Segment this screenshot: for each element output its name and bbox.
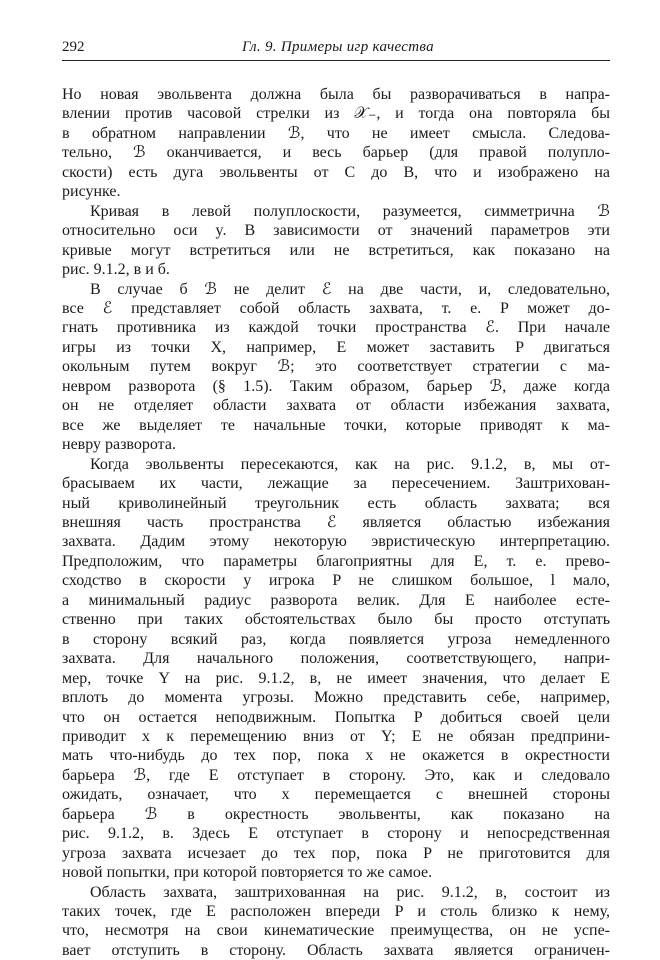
text-line: приводит x к перемещению вниз от Y; E не обязан предприни- — [62, 727, 610, 745]
text-line: гнать противника из каждой точки пространства ℰ. При начале — [62, 319, 610, 337]
text-line: ожидать, означает, что x перемещается с внешней стороны — [62, 786, 610, 804]
paragraph — [62, 455, 610, 883]
text-line: Область захвата, заштрихованная на рис. 9.1.2, в, состоит из — [90, 883, 610, 901]
page-number: 292 — [62, 39, 85, 55]
text-line: сходство в скорости у игрока P не слишком большое, l мало, — [62, 572, 610, 590]
text-line: таких точек, где E расположен впереди P и столь близко к нему, — [62, 903, 610, 921]
text-line: игры из точки X, например, E может заставить P двигаться — [62, 338, 610, 356]
text-line: невром разворота (§ 1.5). Таким образом, барьер ℬ, даже когда — [62, 377, 610, 395]
text-line: внешняя часть пространства ℰ является областью избежания — [62, 513, 610, 531]
text-line: все ℰ представляет собой область захвата, т. е. P может до- — [62, 299, 610, 317]
text-line: новой попытки, при которой повторяется то же самое. — [62, 864, 433, 882]
text-line: кривые могут встретиться или не встретиться, как показано на — [62, 241, 610, 259]
text-line: Предположим, что параметры благоприятны для E, т. е. прево- — [62, 552, 610, 570]
paragraph — [62, 280, 610, 455]
body-text — [62, 85, 610, 960]
text-line: скости) есть дуга эвольвенты от C до B, что и изображено на — [62, 163, 610, 181]
text-line: а минимальный радиус разворота велик. Для E наиболее есте- — [62, 591, 610, 609]
text-line: мер, точке Y на рис. 9.1.2, в, не имеет значения, что делает E — [62, 669, 610, 687]
text-line: окольным путем вокруг ℬ; это соответствует стратегии с ма- — [62, 358, 610, 376]
text-line: угроза захвата исчезает до тех пор, пока P не приготовится для — [62, 844, 610, 862]
text-line: захвата. Для начального положения, соответствующего, напри- — [62, 650, 610, 668]
text-line: рис. 9.1.2, в и б. — [62, 261, 170, 279]
text-line: что, несмотря на свои кинематические преимущества, он не успе- — [62, 922, 610, 940]
page-header — [62, 36, 610, 61]
book-page — [62, 36, 610, 960]
text-line: вплоть до момента угрозы. Можно представить себе, например, — [62, 689, 610, 707]
text-line: влении против часовой стрелки из 𝒳₋, и тогда она повторяла бы — [62, 105, 610, 123]
paragraph — [62, 85, 610, 202]
text-line: вает отступить в сторону. Область захвата является ограничен- — [62, 941, 610, 959]
text-line: барьера ℬ в окрестность эвольвенты, как показано на — [62, 805, 610, 823]
text-line: в обратном направлении ℬ, что не имеет смысла. Следова- — [62, 124, 610, 142]
paragraph — [62, 883, 610, 960]
text-line: невру разворота. — [62, 436, 176, 454]
text-line: захвата. Дадим этому некоторую эвристическую интерпретацию. — [62, 533, 610, 551]
text-line: тельно, ℬ оканчивается, и весь барьер (для правой полупло- — [62, 144, 610, 162]
text-line: все же выделяет те начальные точки, которые приводят к ма- — [62, 416, 610, 434]
text-line: барьера ℬ, где E отступает в сторону. Это, как и следовало — [62, 766, 610, 784]
text-line: рисунке. — [62, 183, 121, 201]
text-line: что он остается неподвижным. Попытка P добиться своей цели — [62, 708, 610, 726]
text-line: В случае б ℬ не делит ℰ на две части, и, следовательно, — [90, 280, 610, 298]
text-line: ный криволинейный треугольник есть область захвата; вся — [62, 494, 610, 512]
text-line: ственно при таких обстоятельствах было бы просто отступать — [62, 611, 610, 629]
text-line: в сторону всякий раз, когда появляется угроза немедленного — [62, 630, 610, 648]
text-line: Когда эвольвенты пересекаются, как на рис. 9.1.2, в, мы от- — [90, 455, 610, 473]
text-line: мать что-нибудь до тех пор, пока x не окажется в окрестности — [62, 747, 610, 765]
text-line: он не отделяет области захвата от области избежания захвата, — [62, 397, 610, 415]
text-line: рис. 9.1.2, в. Здесь E отступает в сторону и непосредственная — [62, 825, 610, 843]
text-line: Кривая в левой полуплоскости, разумеется, симметрична ℬ — [90, 202, 610, 220]
text-line: относительно оси y. В зависимости от значений параметров эти — [62, 222, 610, 240]
text-line: Но новая эвольвента должна была бы разворачиваться в напра- — [62, 86, 610, 103]
paragraph — [62, 202, 610, 280]
running-head: Гл. 9. Примеры игр качества — [242, 39, 434, 55]
text-line: брасываем их части, лежащие за пересечением. Заштрихован- — [62, 475, 610, 493]
